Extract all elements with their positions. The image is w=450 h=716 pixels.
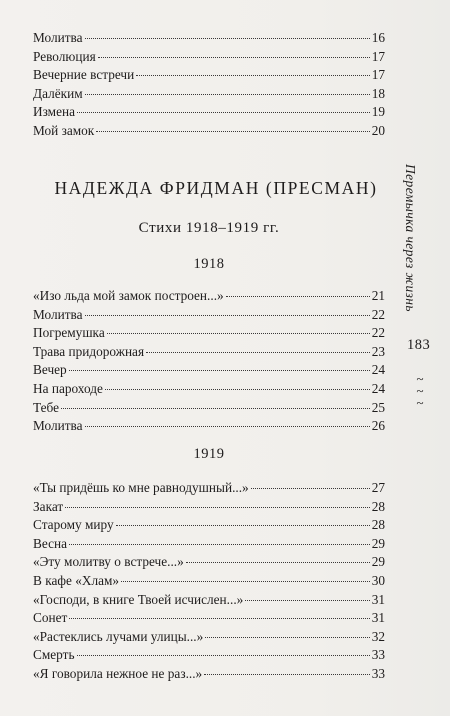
page-number: 183 (407, 337, 431, 353)
toc-entry-page: 31 (371, 610, 385, 626)
toc-entry-title: Молитва (33, 306, 83, 322)
dot-leader (98, 57, 370, 58)
toc-entry (33, 66, 385, 85)
dot-leader (85, 315, 370, 316)
tilde-ornament: ~ ~ ~ (416, 371, 424, 410)
toc-entry-page: 17 (371, 48, 385, 64)
toc-entry-title: «Изо льда мой замок построен...» (33, 288, 224, 303)
toc-entry-page: 19 (371, 104, 385, 120)
dot-leader (96, 131, 370, 132)
toc-entry-page: 25 (371, 399, 385, 415)
dot-leader (69, 544, 370, 545)
dot-leader (77, 655, 370, 656)
toc-entry-page: 28 (371, 517, 385, 533)
running-title: Перемычка через жизнь (403, 164, 418, 312)
dot-leader (65, 507, 370, 508)
toc-entry-title: Погремушка (33, 325, 105, 341)
toc-entry-page: 33 (371, 647, 385, 663)
toc-entry (33, 361, 385, 380)
toc-entry-page: 30 (371, 572, 385, 588)
toc-list-1919 (33, 479, 385, 684)
toc-entry-page: 17 (371, 67, 385, 83)
year-heading-1919: 1919 (193, 446, 225, 462)
toc-entry-title: Старому миру (33, 517, 114, 533)
dot-leader (85, 426, 370, 427)
dot-leader (136, 75, 370, 76)
toc-entry-page: 31 (371, 591, 385, 607)
toc-entry-title: «Я говорила нежное не раз...» (33, 665, 203, 681)
toc-entry-page: 20 (371, 122, 385, 138)
toc-entry-page: 26 (371, 418, 385, 434)
dot-leader (121, 581, 370, 582)
toc-entry (33, 609, 385, 628)
dot-leader (107, 333, 370, 334)
toc-entry-title: Тебе (33, 399, 60, 415)
toc-entry (33, 665, 385, 684)
toc-entry-page: 28 (371, 498, 385, 514)
dot-leader (85, 94, 370, 95)
toc-entry-title: В кафе «Хлам» (33, 572, 120, 588)
collection-heading: Стихи 1918–1919 гг. (138, 220, 280, 236)
dot-leader (226, 296, 370, 297)
year-heading-1918: 1918 (193, 256, 225, 272)
author-heading: НАДЕЖДА ФРИДМАН (ПРЕСМАН) (54, 178, 378, 198)
toc-entry (33, 572, 385, 591)
toc-entry (33, 591, 385, 610)
toc-entry-title: Далёким (33, 85, 83, 101)
toc-entry (33, 29, 385, 48)
toc-list-top (33, 29, 385, 141)
toc-entry (33, 85, 385, 104)
toc-entry (33, 646, 385, 665)
dot-leader (186, 562, 370, 563)
dot-leader (146, 352, 370, 353)
dot-leader (251, 488, 370, 489)
dot-leader (204, 674, 370, 675)
toc-entry-page: 24 (371, 362, 385, 378)
toc-entry-title: Весна (33, 535, 68, 551)
toc-entry-page: 29 (371, 554, 385, 570)
toc-entry-title: Молитва (33, 418, 83, 434)
toc-entry (33, 628, 385, 647)
dot-leader (116, 525, 370, 526)
toc-entry-page: 27 (371, 480, 385, 495)
toc-entry-page: 18 (371, 85, 385, 101)
dot-leader (105, 389, 370, 390)
toc-entry-title: «Эту молитву о встрече...» (33, 554, 184, 570)
toc-entry-page: 22 (371, 306, 385, 322)
toc-entry (33, 498, 385, 517)
toc-entry (33, 324, 385, 343)
toc-entry (33, 306, 385, 325)
dot-leader (69, 618, 370, 619)
toc-entry-title: Мой замок (33, 122, 95, 138)
toc-entry-title: «Растеклись лучами улицы...» (33, 628, 204, 644)
toc-entry-title: Вечер (33, 362, 67, 378)
toc-entry (33, 479, 385, 498)
toc-entry-title: На пароходе (33, 380, 103, 396)
toc-entry-title: Смерть (33, 647, 75, 663)
dot-leader (69, 370, 370, 371)
toc-entry-title: Измена (33, 104, 76, 120)
toc-list-1918 (33, 287, 385, 436)
toc-entry (33, 343, 385, 362)
toc-entry (33, 516, 385, 535)
toc-entry-page: 29 (371, 535, 385, 551)
toc-entry-page: 22 (371, 325, 385, 341)
toc-entry-title: «Господи, в книге Твоей исчислен...» (33, 591, 244, 607)
toc-entry-page: 33 (371, 665, 385, 681)
toc-entry-page: 32 (371, 628, 385, 644)
dot-leader (205, 637, 370, 638)
toc-entry (33, 287, 385, 306)
toc-entry (33, 399, 385, 418)
dot-leader (85, 38, 370, 39)
toc-entry-page: 24 (371, 380, 385, 396)
toc-entry (33, 535, 385, 554)
toc-entry-title: Трава придорожная (33, 343, 145, 359)
toc-entry-title: Вечерние встречи (33, 67, 135, 83)
toc-entry-title: Закат (33, 498, 64, 514)
toc-entry (33, 380, 385, 399)
dot-leader (61, 408, 370, 409)
toc-entry (33, 553, 385, 572)
toc-entry-title: Сонет (33, 610, 68, 626)
toc-entry-title: Молитва (33, 30, 83, 45)
toc-entry (33, 417, 385, 436)
toc-entry (33, 103, 385, 122)
dot-leader (245, 600, 370, 601)
toc-entry (33, 48, 385, 67)
toc-entry-page: 21 (371, 288, 385, 303)
toc-entry-title: «Ты придёшь ко мне равнодушный...» (33, 480, 249, 495)
toc-entry-page: 16 (371, 30, 385, 45)
toc-entry-title: Революция (33, 48, 96, 64)
toc-entry (33, 122, 385, 141)
toc-entry-page: 23 (371, 343, 385, 359)
dot-leader (77, 112, 370, 113)
